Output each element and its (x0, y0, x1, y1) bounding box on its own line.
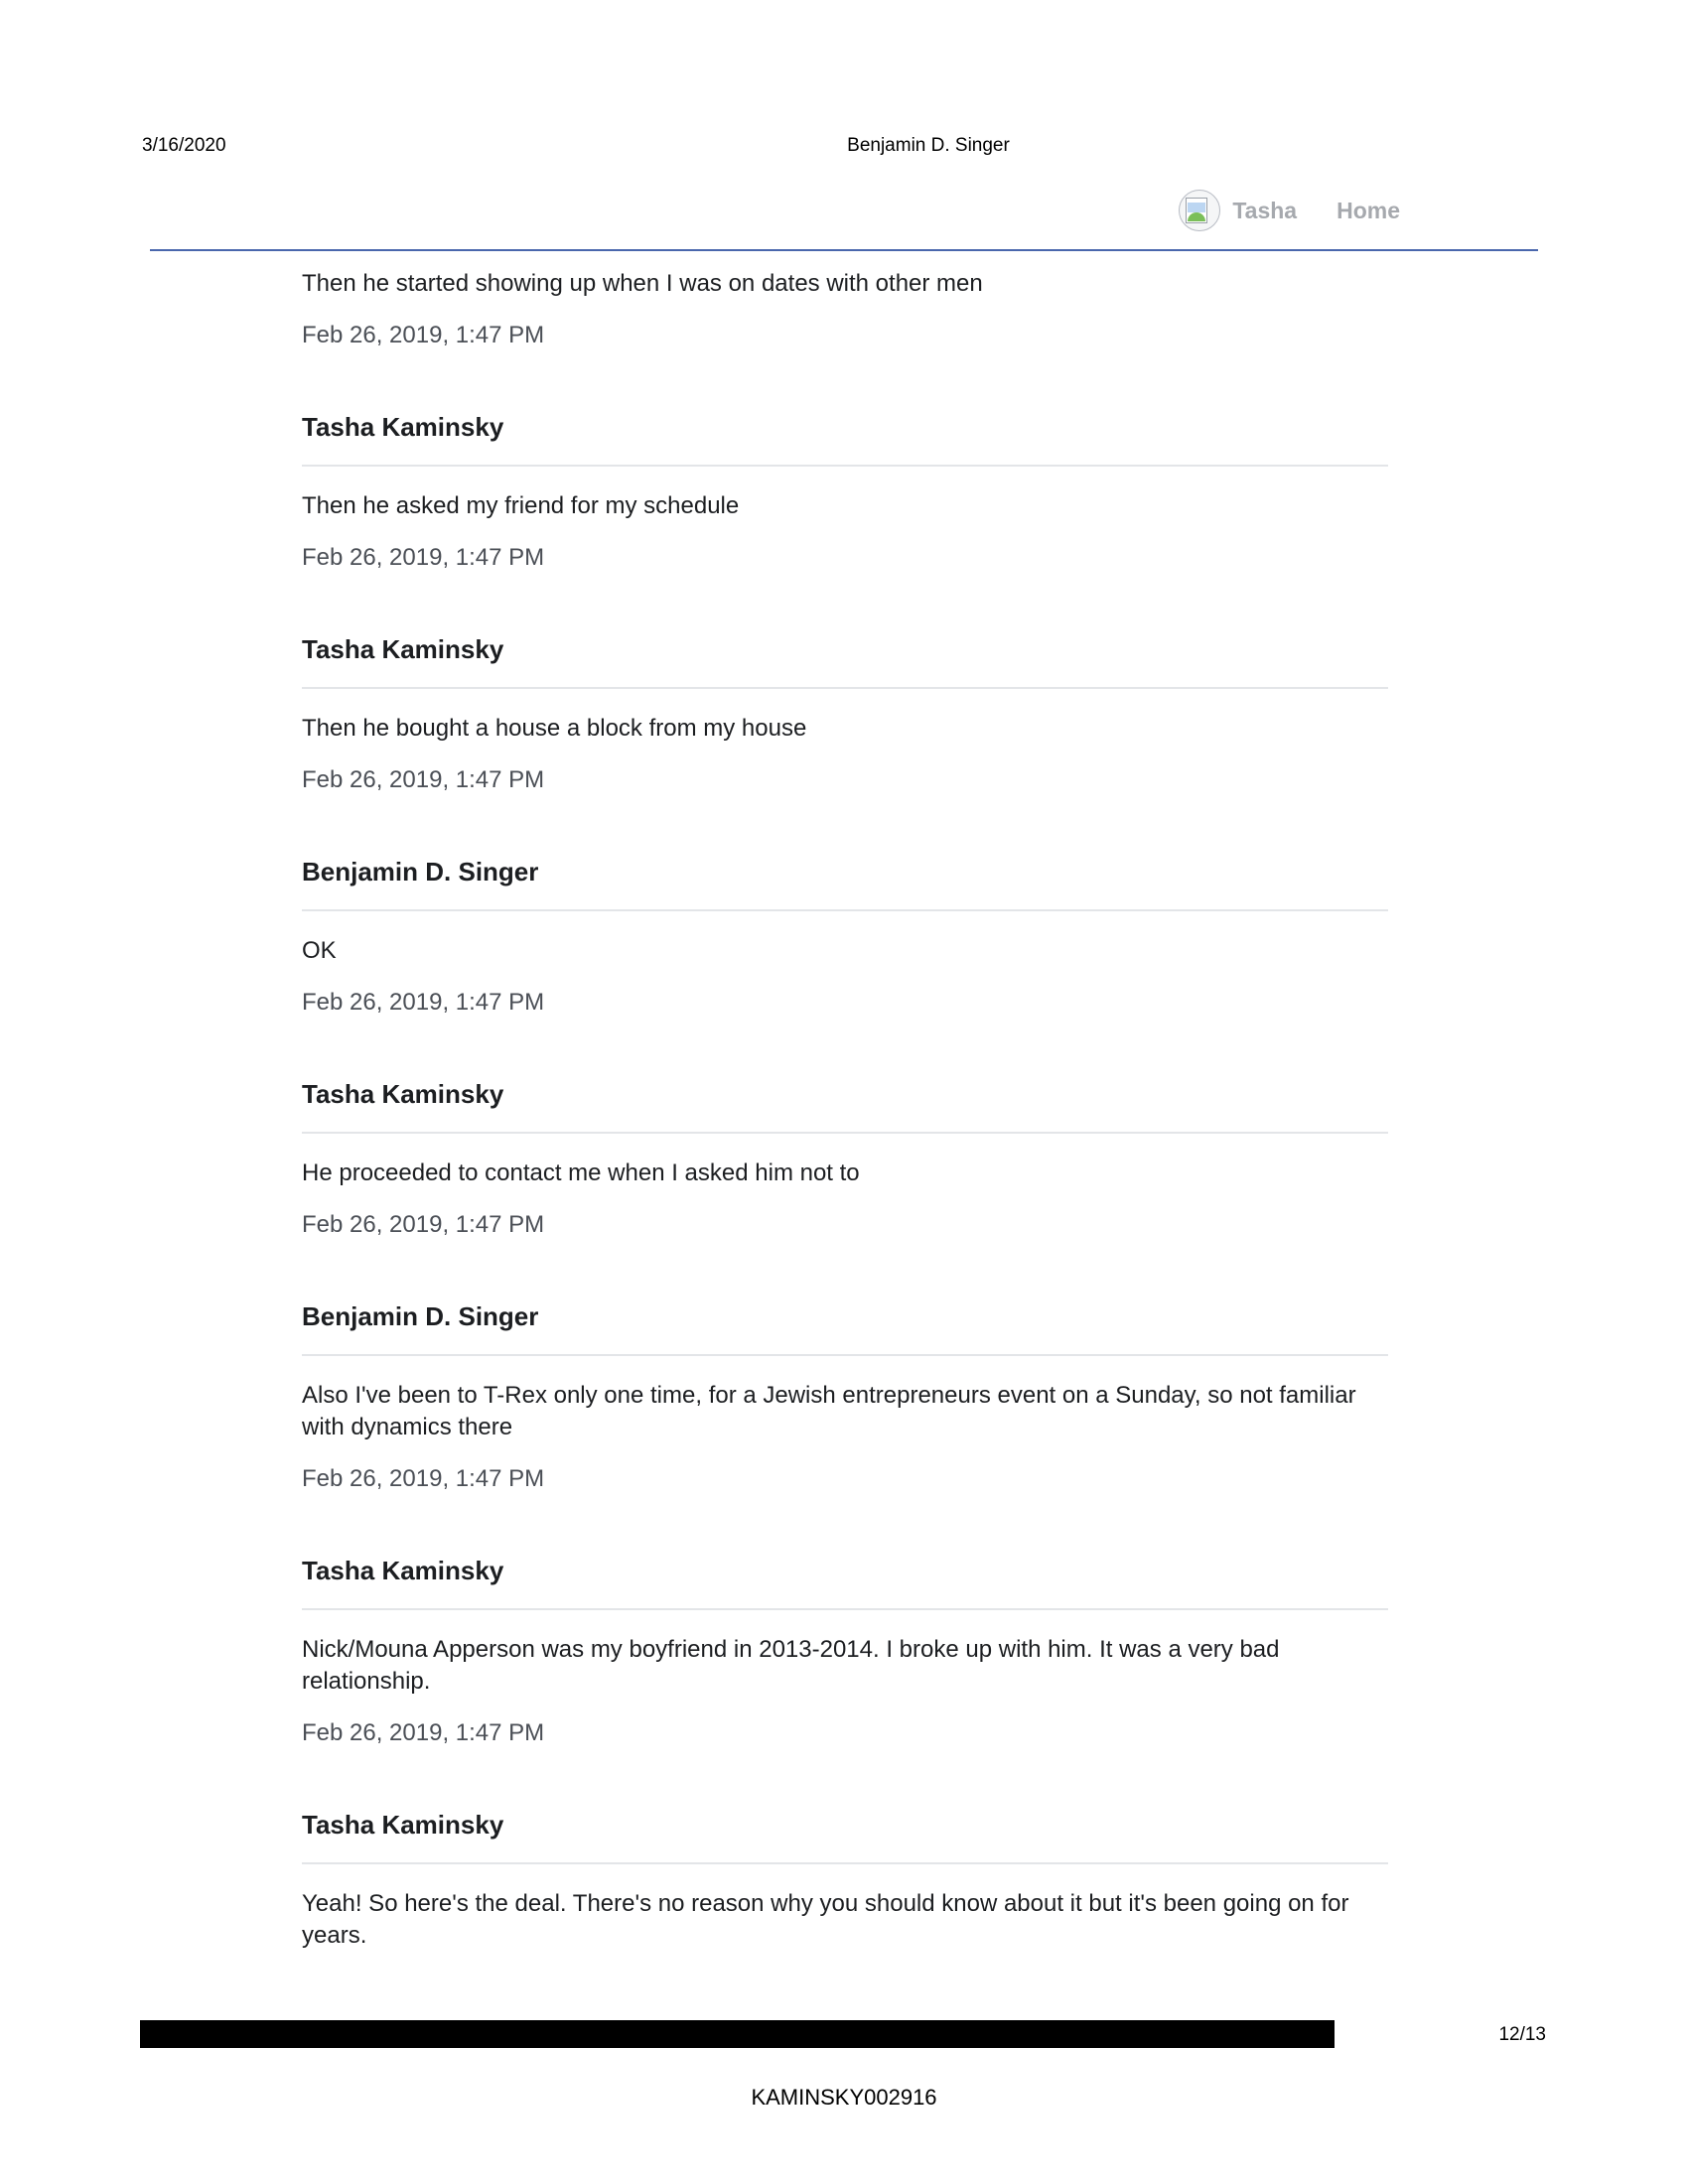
message-item (302, 856, 1388, 1019)
message-divider (302, 1862, 1388, 1864)
message-divider (302, 1608, 1388, 1610)
message-divider (302, 909, 1388, 911)
message-timestamp: Feb 26, 2019, 1:47 PM (302, 989, 545, 1016)
message-sender: Tasha Kaminsky (302, 1079, 504, 1109)
message-text: Yeah! So here's the deal. There's no reason why you should know about it but it's been going on for years. (302, 1890, 1349, 1949)
bates-number: KAMINSKY002916 (751, 2085, 937, 2110)
broken-image-icon[interactable] (1179, 190, 1220, 231)
top-nav (1179, 188, 1400, 233)
message-text: OK (302, 937, 337, 964)
message-divider (302, 1132, 1388, 1134)
message-item (302, 268, 1388, 351)
message-sender: Benjamin D. Singer (302, 857, 539, 887)
print-date: 3/16/2020 (142, 135, 226, 156)
message-text: Then he started showing up when I was on dates with other men (302, 270, 983, 297)
message-timestamp: Feb 26, 2019, 1:47 PM (302, 1465, 545, 1492)
message-text: He proceeded to contact me when I asked him not to (302, 1160, 860, 1186)
message-text: Then he asked my friend for my schedule (302, 492, 740, 519)
message-thread (302, 268, 1388, 1952)
message-item (302, 633, 1388, 796)
message-sender: Tasha Kaminsky (302, 1810, 504, 1840)
header-divider (150, 249, 1538, 251)
message-item (302, 1809, 1388, 1952)
message-timestamp: Feb 26, 2019, 1:47 PM (302, 1719, 545, 1746)
redaction-bar (140, 2020, 1335, 2048)
message-list (302, 411, 1388, 1952)
print-title: Benjamin D. Singer (847, 135, 1010, 156)
message-text: Also I've been to T-Rex only one time, for a Jewish entrepreneurs event on a Sunday, so not familiar with dynamics there (302, 1382, 1356, 1440)
message-item (302, 1078, 1388, 1241)
message-text: Nick/Mouna Apperson was my boyfriend in 2013-2014. I broke up with him. It was a very bad relationship. (302, 1636, 1280, 1695)
nav-home-link[interactable]: Home (1336, 197, 1400, 223)
message-sender: Tasha Kaminsky (302, 412, 504, 442)
message-timestamp: Feb 26, 2019, 1:47 PM (302, 322, 545, 348)
message-divider (302, 1354, 1388, 1356)
page-number: 12/13 (1498, 2024, 1546, 2045)
message-item (302, 1300, 1388, 1495)
message-timestamp: Feb 26, 2019, 1:47 PM (302, 544, 545, 571)
message-timestamp: Feb 26, 2019, 1:47 PM (302, 766, 545, 793)
message-divider (302, 687, 1388, 689)
message-divider (302, 465, 1388, 467)
message-item (302, 411, 1388, 574)
message-sender: Tasha Kaminsky (302, 1556, 504, 1585)
message-item (302, 1555, 1388, 1749)
message-timestamp: Feb 26, 2019, 1:47 PM (302, 1211, 545, 1238)
nav-user-link[interactable]: Tasha (1232, 197, 1298, 223)
message-text: Then he bought a house a block from my house (302, 715, 807, 742)
message-sender: Benjamin D. Singer (302, 1301, 539, 1331)
message-sender: Tasha Kaminsky (302, 634, 504, 664)
